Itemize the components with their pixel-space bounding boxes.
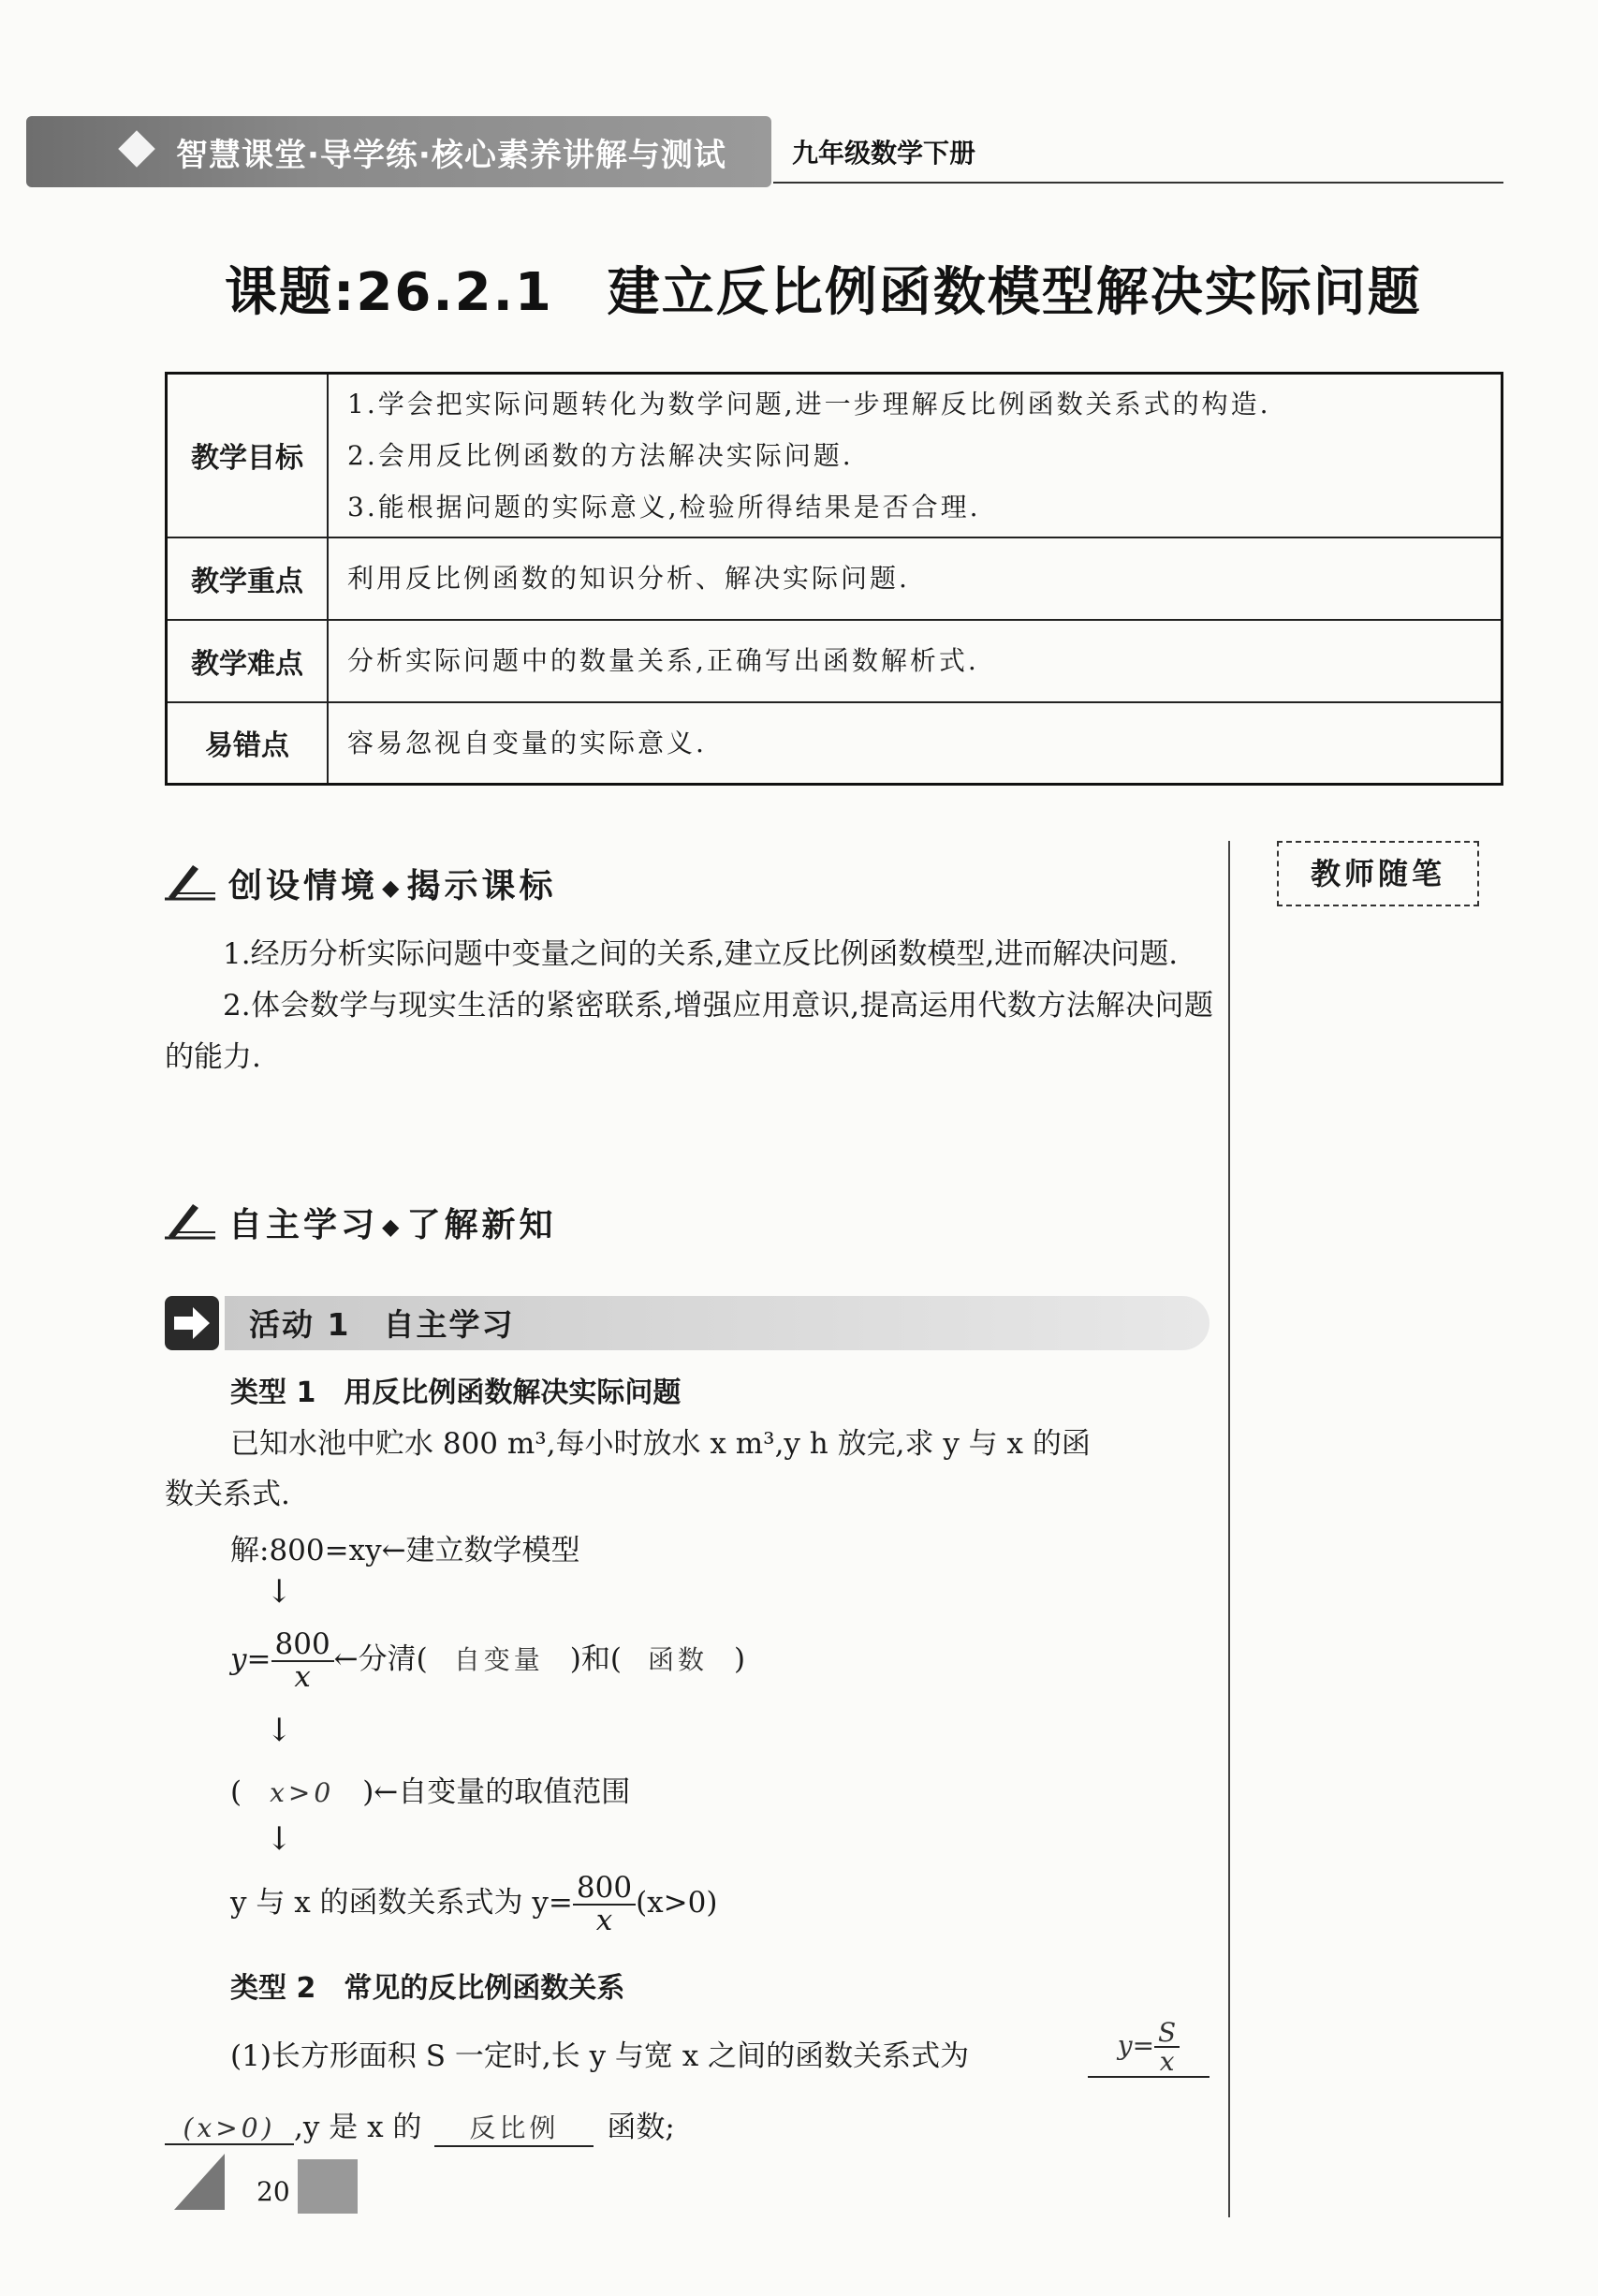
step2-text: )和( [569,1642,622,1677]
section1-paragraphs [165,929,1213,1083]
paragraph: 2.体会数学与现实生活的紧密联系,增强应用意识,提高运用代数方法解决问题的能力. [165,989,1213,1074]
series-title: 智慧课堂·导学练·核心素养讲解与测试 [176,137,726,174]
type2-question1: (1)长方形面积 S 一定时,长 y 与宽 x 之间的函数关系式为 [230,2039,970,2073]
difficulty-text: 分析实际问题中的数量关系,正确写出函数解析式. [347,645,979,676]
section-heading-selfstudy [228,1199,557,1246]
type2-question1-cont [165,2103,675,2147]
lesson-goals-table [165,372,1503,786]
grade-label: 九年级数学下册 [792,138,976,169]
section-heading-situation [228,860,557,907]
down-arrow-icon: ↓ [266,1820,293,1858]
fraction-numerator: 800 [271,1629,334,1662]
fraction-numerator: 800 [573,1873,636,1906]
step4-condition: (x>0) [636,1886,718,1921]
solution-step-variables [230,1629,745,1692]
answer-function: 函数 [647,1644,708,1676]
solution-step-model: 解:800=xy←建立数学模型 [230,1534,580,1567]
fraction-S-over-x [1154,2019,1180,2076]
pen-icon [165,860,215,901]
q1-text: ,y 是 x 的 [294,2111,422,2144]
goal-line: 3.能根据问题的实际意义,检验所得结果是否合理. [347,491,981,522]
paragraph: 1.经历分析实际问题中变量之间的关系,建立反比例函数模型,进而解决问题. [223,937,1179,971]
answer-y-equals: y= [1117,2029,1155,2061]
diamond-icon: ◆ [382,1214,403,1240]
activity-label: 活动 1 自主学习 [249,1306,515,1343]
focus-label: 教学重点 [167,537,329,620]
section-title-a: 自主学习 [228,1206,379,1244]
fraction-numerator: S [1154,2019,1180,2048]
section-title-a: 创设情境 [228,867,379,905]
difficulty-label: 教学难点 [167,620,329,702]
y-equals: y= [230,1642,271,1677]
activity-marker [165,1296,219,1350]
fraction-denominator: x [1159,2046,1175,2078]
fraction-denominator: x [294,1659,311,1694]
goal-line: 2.会用反比例函数的方法解决实际问题. [347,439,854,471]
type1-heading: 类型 1 用反比例函数解决实际问题 [230,1376,682,1409]
diamond-icon: ◆ [382,875,403,901]
type1-problem-line1: 已知水池中贮水 800 m³,每小时放水 x m³,y h 放完,求 y 与 x 的函 [230,1427,1091,1461]
section-title-b: 了解新知 [406,1206,557,1244]
arrow-right-icon [165,1296,219,1350]
table-row [167,702,1503,785]
page-title: 课题:26.2.1 建立反比例函数模型解决实际问题 [225,262,1422,323]
answer-independent-variable: 自变量 [453,1644,544,1676]
type2-heading: 类型 2 常见的反比例函数关系 [230,1972,625,2005]
answer-domain-condition: (x>0) [165,2112,294,2145]
step4-text: y 与 x 的函数关系式为 y= [230,1886,573,1921]
header-rule [773,182,1503,184]
table-row [167,620,1503,702]
fraction-800-over-x [271,1629,334,1692]
table-row [167,537,1503,620]
down-arrow-icon: ↓ [266,1712,293,1749]
section-title-b: 揭示课标 [406,867,557,905]
step3-text: )←自变量的取值范围 [362,1775,631,1809]
solution-step-domain [230,1768,630,1810]
answer-domain: x>0 [270,1777,335,1808]
answer-function-expression [1088,2019,1209,2078]
sidebar-divider [1228,841,1230,2217]
pen-icon [165,1199,215,1240]
step2-text: ←分清( [333,1642,428,1677]
step2-text: ) [733,1642,746,1677]
pitfall-label: 易错点 [167,702,329,785]
step3-text: ( [230,1775,242,1809]
fraction-denominator: x [595,1903,613,1937]
down-arrow-icon: ↓ [266,1573,293,1611]
goal-line: 1.学会把实际问题转化为数学问题,进一步理解反比例函数关系式的构造. [347,388,1271,419]
page-bar-decoration [298,2159,358,2214]
page-corner-decoration [174,2154,225,2210]
answer-inverse-proportion: 反比例 [434,2108,594,2147]
focus-text: 利用反比例函数的知识分析、解决实际问题. [347,563,910,594]
table-row [167,374,1503,537]
q1-text: 函数; [607,2111,675,2144]
goal-label: 教学目标 [167,374,329,537]
pitfall-text: 容易忽视自变量的实际意义. [347,727,707,758]
type1-problem-line2: 数关系式. [165,1478,290,1511]
page-number: 20 [257,2176,290,2207]
teacher-notes-box: 教师随笔 [1277,841,1479,906]
fraction-800-over-x [573,1873,636,1935]
solution-conclusion [230,1873,717,1935]
